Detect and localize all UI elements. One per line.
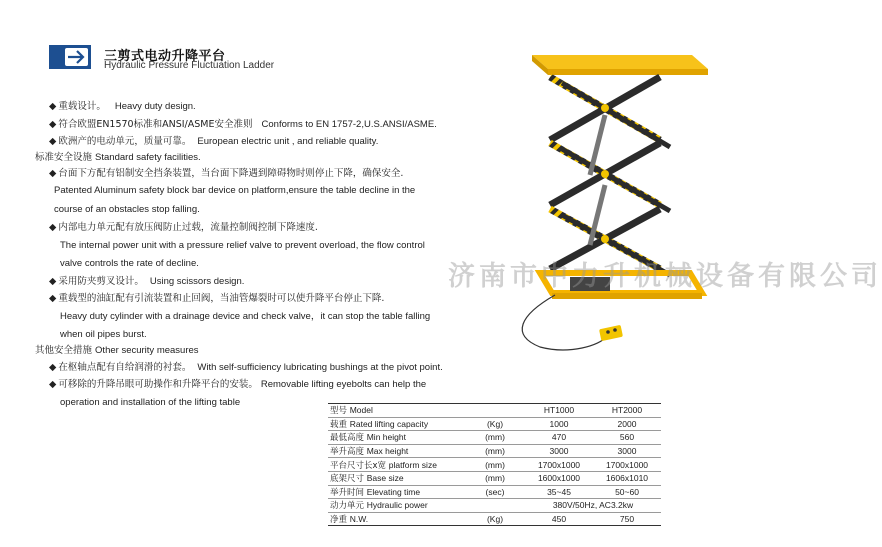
table-row: 动力单元 Hydraulic power 380V/50Hz, AC3.2kw: [328, 499, 661, 513]
table-row: 载重 Rated lifting capacity (Kg) 1000 2000: [328, 417, 661, 431]
feature-item: ◆ 符合欧盟EN1570标准和ANSI/ASME安全准则 Conforms to EN 1757-2,U.S.ANSI/ASME.: [49, 119, 437, 130]
table-row: 举升高度 Max height (mm) 3000 3000: [328, 444, 661, 458]
page-subtitle: Hydraulic Pressure Fluctuation Ladder: [104, 60, 275, 71]
other-item: ◆ 可移除的升降吊眼可助操作和升降平台的安装。 Removable lifting eyebolts can help the: [49, 379, 427, 390]
other-item-en: operation and installation of the lifting table: [60, 397, 241, 408]
arrow-icon: [49, 45, 91, 69]
safety-item: ◆ 采用防夹剪叉设计。 Using scissors design.: [49, 276, 245, 287]
table-row: 平台尺寸长x宽 platform size (mm) 1700x1000 1700x1000: [328, 458, 661, 472]
watermark-text: 济南市中力升机械设备有限公司: [448, 261, 882, 292]
safety-item-en: valve controls the rate of decline.: [60, 258, 199, 269]
section-header: 标准安全设施 Standard safety facilities.: [35, 152, 201, 163]
feature-item: ◆ 欧洲产的电动单元，质量可靠。 European electric unit , and reliable quality.: [49, 136, 379, 147]
scissor-lift-image: [510, 55, 710, 355]
safety-item: ◆ 内部电力单元配有放压阀防止过载，流量控制阀控制下降速度.: [49, 222, 318, 233]
table-header-row: 型号 Model HT1000 HT2000: [328, 404, 661, 418]
spec-table: [328, 403, 661, 526]
safety-item: ◆ 重载型的油缸配有引流装置和止回阀，当油管爆裂时可以使升降平台停止下降.: [49, 293, 385, 304]
other-item: ◆ 在枢轴点配有自给润滑的衬套。 With self-sufficiency lubricating bushings at the pivot point.: [49, 362, 443, 373]
safety-item-en: when oil pipes burst.: [60, 329, 147, 340]
safety-item-en: course of an obstacles stop falling.: [54, 204, 200, 215]
table-row: 举升时间 Elevating time (sec) 35~45 50~60: [328, 485, 661, 499]
safety-item-en: Heavy duty cylinder with a drainage device and check valve，it can stop the table falling: [60, 311, 431, 322]
safety-item-en: The internal power unit with a pressure relief valve to prevent overload, the flow control: [60, 240, 425, 251]
table-row: 底架尺寸 Base size (mm) 1600x1000 1606x1010: [328, 471, 661, 485]
safety-item: ◆ 台面下方配有铝制安全挡条装置，当台面下降遇到障碍物时则停止下降，确保安全.: [49, 168, 404, 179]
section-header: 其他安全措施 Other security measures: [35, 345, 199, 356]
feature-item: ◆ 重载设计。 Heavy duty design.: [49, 101, 196, 112]
page-title: 三剪式电动升降平台: [104, 49, 226, 64]
safety-item-en: Patented Aluminum safety block bar device on platform,ensure the table decline in the: [54, 185, 416, 196]
table-row: 最低高度 Min height (mm) 470 560: [328, 431, 661, 445]
table-row: 净重 N.W. (Kg) 450 750: [328, 512, 661, 526]
